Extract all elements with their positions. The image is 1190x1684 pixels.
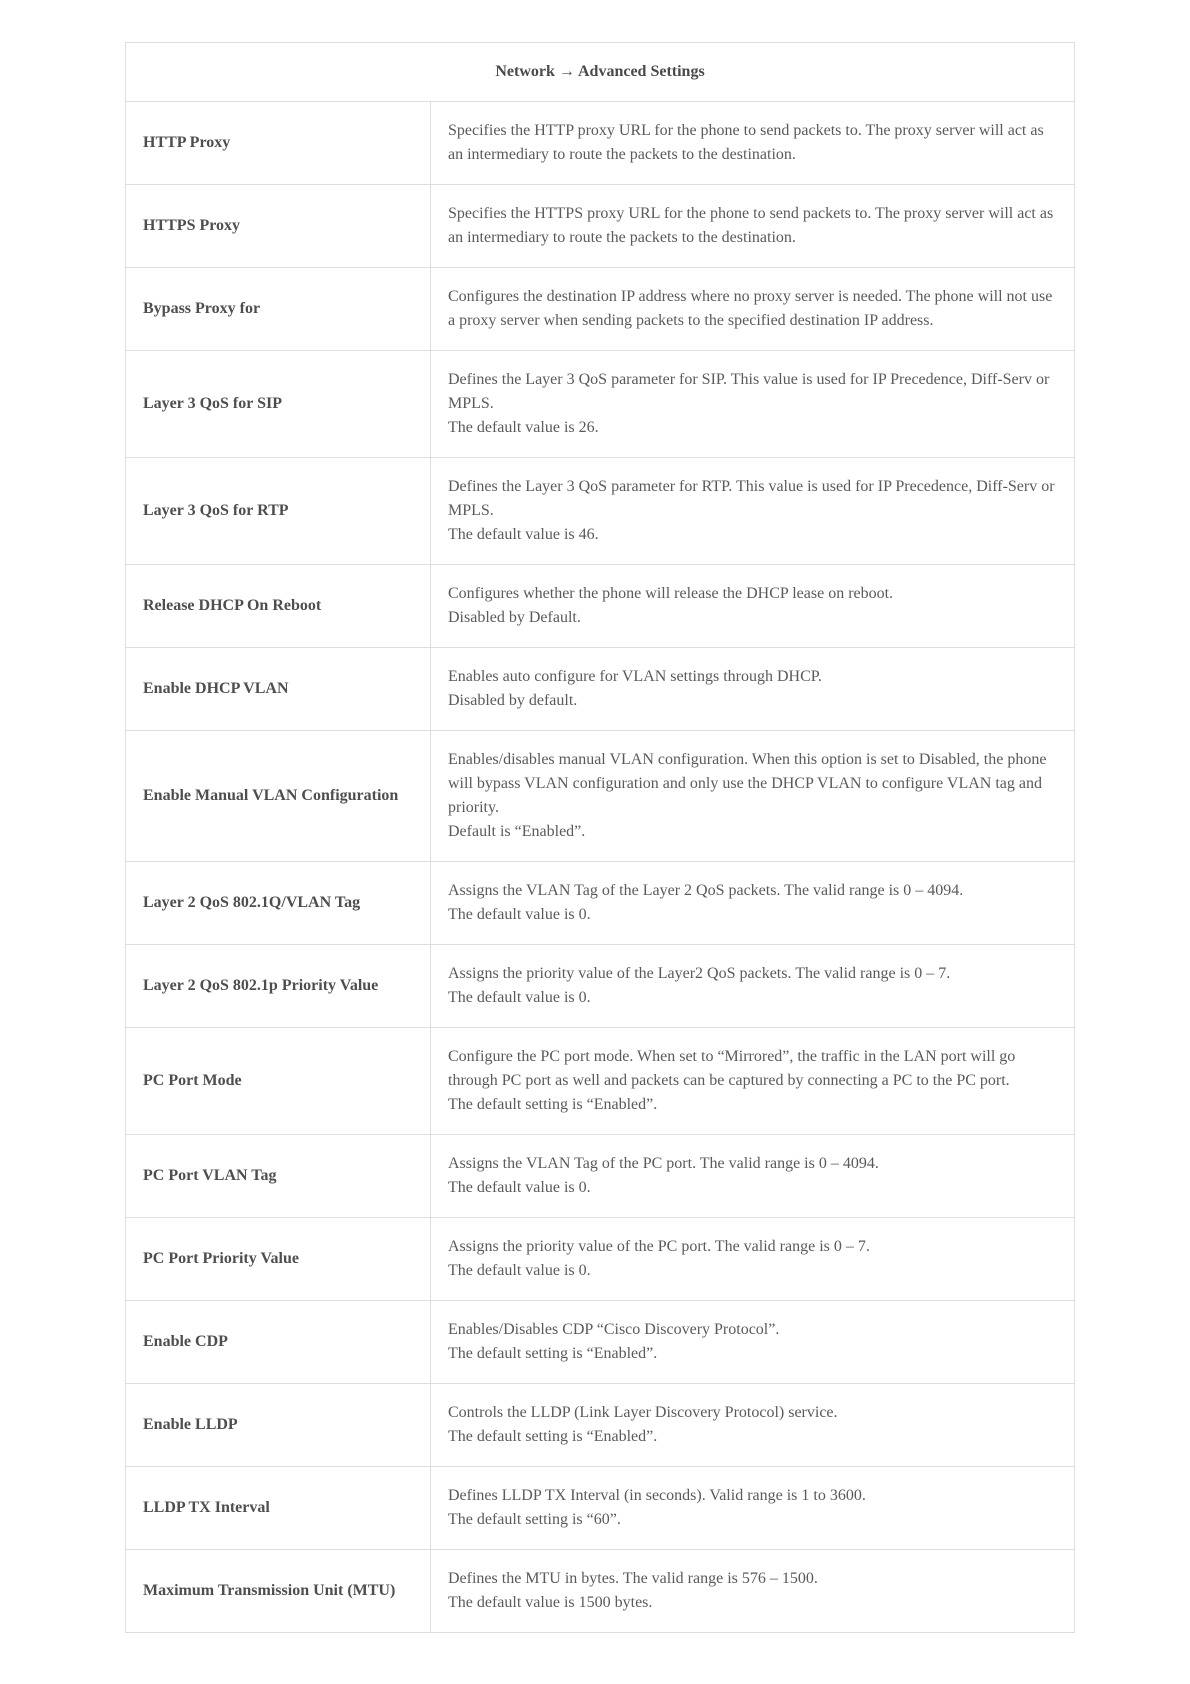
description-line: Assigns the priority value of the Layer2 QoS packets. The valid range is 0 – 7. [448, 965, 951, 982]
description-line: Configures whether the phone will release the DHCP lease on reboot. [448, 585, 894, 602]
param-description [431, 648, 1075, 731]
param-description [431, 1301, 1075, 1384]
network-advanced-settings-table [125, 42, 1075, 1633]
table-row [126, 268, 1075, 351]
table-row [126, 648, 1075, 731]
table-row [126, 1028, 1075, 1135]
description-line: Configure the PC port mode. When set to “Mirrored”, the traffic in the LAN port will go through PC port as well and packets can be captured by connecting a PC to the PC port. [448, 1048, 1016, 1089]
table-row [126, 351, 1075, 458]
param-description [431, 1028, 1075, 1135]
param-description [431, 268, 1075, 351]
description-line: Enables auto configure for VLAN settings through DHCP. [448, 668, 822, 685]
param-name: Enable CDP [126, 1301, 431, 1384]
description-line: The default value is 0. [448, 1262, 591, 1279]
table-row [126, 1135, 1075, 1218]
table-row [126, 1384, 1075, 1467]
param-description [431, 351, 1075, 458]
param-name: Maximum Transmission Unit (MTU) [126, 1550, 431, 1633]
param-name: PC Port Priority Value [126, 1218, 431, 1301]
param-description [431, 185, 1075, 268]
param-name: Enable LLDP [126, 1384, 431, 1467]
table-row [126, 1301, 1075, 1384]
table-row [126, 458, 1075, 565]
description-line: Defines LLDP TX Interval (in seconds). Valid range is 1 to 3600. [448, 1487, 866, 1504]
description-line: Assigns the VLAN Tag of the PC port. The valid range is 0 – 4094. [448, 1155, 879, 1172]
description-line: The default setting is “Enabled”. [448, 1428, 658, 1445]
param-name: Layer 2 QoS 802.1p Priority Value [126, 945, 431, 1028]
param-name: PC Port VLAN Tag [126, 1135, 431, 1218]
description-line: Specifies the HTTPS proxy URL for the phone to send packets to. The proxy server will act as an intermediary to route the packets to the destination. [448, 205, 1054, 246]
description-line: Assigns the VLAN Tag of the Layer 2 QoS packets. The valid range is 0 – 4094. [448, 882, 964, 899]
description-line: Controls the LLDP (Link Layer Discovery Protocol) service. [448, 1404, 838, 1421]
description-line: Specifies the HTTP proxy URL for the phone to send packets to. The proxy server will act as an intermediary to route the packets to the destination. [448, 122, 1044, 163]
param-description [431, 862, 1075, 945]
param-name: Bypass Proxy for [126, 268, 431, 351]
description-line: The default value is 0. [448, 989, 591, 1006]
table-row [126, 731, 1075, 862]
table-row [126, 1550, 1075, 1633]
table-row [126, 862, 1075, 945]
description-line: Defines the MTU in bytes. The valid range is 576 – 1500. [448, 1570, 818, 1587]
table-row [126, 1218, 1075, 1301]
description-line: Disabled by Default. [448, 609, 581, 626]
description-line: Configures the destination IP address where no proxy server is needed. The phone will not use a proxy server when sending packets to the specified destination IP address. [448, 288, 1053, 329]
param-description [431, 731, 1075, 862]
table-title: Network → Advanced Settings [126, 43, 1075, 102]
description-line: Assigns the priority value of the PC port. The valid range is 0 – 7. [448, 1238, 870, 1255]
param-name: PC Port Mode [126, 1028, 431, 1135]
param-description [431, 458, 1075, 565]
table-row [126, 565, 1075, 648]
param-description [431, 1550, 1075, 1633]
param-description [431, 1384, 1075, 1467]
param-description [431, 102, 1075, 185]
table-row [126, 185, 1075, 268]
table-row [126, 945, 1075, 1028]
param-name: Enable DHCP VLAN [126, 648, 431, 731]
description-line: The default value is 0. [448, 906, 591, 923]
param-description [431, 1467, 1075, 1550]
description-line: The default setting is “Enabled”. [448, 1096, 658, 1113]
param-name: HTTPS Proxy [126, 185, 431, 268]
table-row [126, 1467, 1075, 1550]
description-line: Defines the Layer 3 QoS parameter for RTP. This value is used for IP Precedence, Diff-Serv or MPLS. [448, 478, 1055, 519]
table-row [126, 102, 1075, 185]
description-line: Enables/Disables CDP “Cisco Discovery Protocol”. [448, 1321, 780, 1338]
param-name: HTTP Proxy [126, 102, 431, 185]
param-name: LLDP TX Interval [126, 1467, 431, 1550]
param-name: Release DHCP On Reboot [126, 565, 431, 648]
param-name: Enable Manual VLAN Configuration [126, 731, 431, 862]
param-name: Layer 2 QoS 802.1Q/VLAN Tag [126, 862, 431, 945]
description-line: The default value is 46. [448, 526, 599, 543]
param-description [431, 565, 1075, 648]
description-line: Default is “Enabled”. [448, 823, 586, 840]
param-name: Layer 3 QoS for RTP [126, 458, 431, 565]
description-line: The default value is 1500 bytes. [448, 1594, 653, 1611]
param-description [431, 1218, 1075, 1301]
description-line: Enables/disables manual VLAN configuration. When this option is set to Disabled, the phone will bypass VLAN configuration and only use the DHCP VLAN to configure VLAN tag and priority. [448, 751, 1047, 816]
description-line: The default value is 0. [448, 1179, 591, 1196]
description-line: The default setting is “Enabled”. [448, 1345, 658, 1362]
description-line: Disabled by default. [448, 692, 578, 709]
description-line: The default value is 26. [448, 419, 599, 436]
param-description [431, 1135, 1075, 1218]
description-line: Defines the Layer 3 QoS parameter for SIP. This value is used for IP Precedence, Diff-Serv or MPLS. [448, 371, 1050, 412]
param-description [431, 945, 1075, 1028]
description-line: The default setting is “60”. [448, 1511, 621, 1528]
param-name: Layer 3 QoS for SIP [126, 351, 431, 458]
